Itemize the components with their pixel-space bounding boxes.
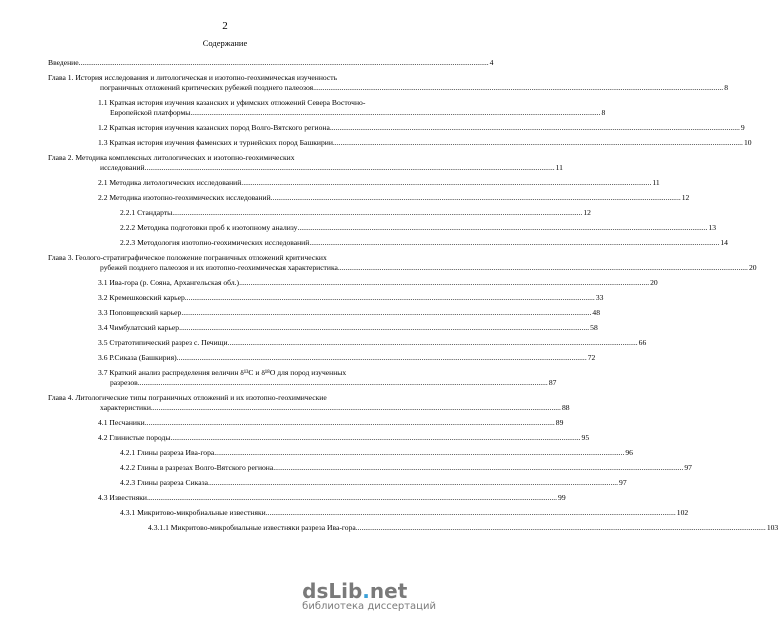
toc-entry-text: рубежей позднего палеозоя и их изотопно-геохимическая характеристика xyxy=(100,263,338,272)
toc-entry-page: 88 xyxy=(561,403,570,412)
watermark xyxy=(302,579,436,612)
dot-leader xyxy=(145,418,555,428)
toc-entry xyxy=(48,278,658,288)
toc-entry-text: 4.2 Глинистые породы xyxy=(98,433,171,442)
toc-entry xyxy=(48,178,660,188)
dot-leader xyxy=(145,163,555,173)
dot-leader xyxy=(177,353,587,363)
toc-entry xyxy=(48,418,564,428)
toc-entry-text: Введение xyxy=(48,58,79,67)
toc-entry-text: 1.2 Краткая история изучения казанских пород Волго-Вятского региона xyxy=(98,123,330,132)
toc-entry-page: 13 xyxy=(708,223,717,232)
toc-entry xyxy=(48,123,745,133)
dot-leader xyxy=(241,178,651,188)
toc-entry-page: 33 xyxy=(595,293,604,302)
dot-leader xyxy=(181,308,591,318)
toc-entry-text: 3.5 Стратотипический разрез с. Печищи xyxy=(98,338,228,347)
dot-leader xyxy=(172,208,582,218)
dot-leader xyxy=(228,338,638,348)
toc-entry-page: 103 xyxy=(766,523,778,532)
dot-leader xyxy=(214,448,624,458)
dot-leader xyxy=(208,478,618,488)
toc-entry xyxy=(48,98,606,118)
toc-entry-text: 4.3.1.1 Микритово-микробиальные известняки разреза Ива-гора xyxy=(148,523,356,532)
toc-entry-page: 97 xyxy=(684,463,692,472)
dot-leader xyxy=(79,58,489,68)
toc-entry-text: 3.1 Ива-гора (р. Сояна, Архангельская обл.) xyxy=(98,278,240,287)
toc-entry-page: 10 xyxy=(743,138,752,147)
toc-entry xyxy=(48,253,757,273)
dot-leader xyxy=(151,403,561,413)
toc-entry xyxy=(48,368,557,388)
watermark-logo xyxy=(302,579,436,603)
toc-entry xyxy=(48,58,494,68)
toc-entry xyxy=(48,508,689,518)
toc-entry-text: 3.7 Краткий анализ распределения величин δ¹³С и δ¹⁸О для пород изученных xyxy=(98,368,347,377)
toc-entry-page: 95 xyxy=(581,433,590,442)
toc-entry-page: 12 xyxy=(681,193,690,202)
toc-entry-page: 11 xyxy=(652,178,660,187)
watermark-logo-tld: net xyxy=(369,579,408,603)
toc-entry xyxy=(48,478,627,488)
dot-leader xyxy=(338,263,748,273)
dot-leader xyxy=(147,493,557,503)
toc-entry-text: 2.1 Методика литологических исследований xyxy=(98,178,242,187)
dot-leader xyxy=(356,523,766,533)
toc-entry xyxy=(48,493,566,503)
toc-entry xyxy=(48,193,690,203)
dot-leader xyxy=(190,108,600,118)
toc-entry-text: пограничных отложений критических рубежей позднего палеозоя xyxy=(100,83,314,92)
toc-entry-page: 97 xyxy=(619,478,627,487)
toc-entry xyxy=(48,353,596,363)
toc-entry xyxy=(48,138,752,148)
toc-entry-text: 2.2.3 Методология изотопно-геохимических исследований xyxy=(120,238,310,247)
toc-entry xyxy=(48,293,604,303)
toc-entry-text: характеристики xyxy=(100,403,151,412)
toc-entry-page: 58 xyxy=(590,323,598,332)
toc-entry xyxy=(48,433,590,443)
toc-entry-text: 2.2.1 Стандарты xyxy=(120,208,173,217)
toc-entry xyxy=(48,523,778,533)
toc-entry-page: 12 xyxy=(583,208,591,217)
toc-entry-page: 8 xyxy=(601,108,606,117)
toc-entry-page: 89 xyxy=(555,418,564,427)
toc-entry-page: 20 xyxy=(748,263,757,272)
toc-entry-text: 4.1 Песчаники xyxy=(98,418,145,427)
watermark-logo-dot: . xyxy=(362,579,370,603)
toc-entry-page: 4 xyxy=(489,58,494,67)
toc-entry xyxy=(48,323,598,333)
dot-leader xyxy=(333,138,743,148)
toc-entry xyxy=(48,208,591,218)
dot-leader xyxy=(170,433,580,443)
toc-entry xyxy=(48,223,717,233)
dot-leader xyxy=(271,193,681,203)
toc-entry-text: 4.2.3 Глины разреза Сиказа xyxy=(120,478,208,487)
toc-entry xyxy=(48,308,600,318)
toc-entry-text: 1.3 Краткая история изучения фаменских и турнейских пород Башкирии xyxy=(98,138,333,147)
toc-entry-page: 8 xyxy=(724,83,728,92)
toc-entry-text: 3.6 Р.Сиказа (Башкирия) xyxy=(98,353,177,362)
dot-leader xyxy=(185,293,595,303)
toc-entry xyxy=(48,73,728,93)
toc-entry-page: 11 xyxy=(555,163,563,172)
dot-leader xyxy=(179,323,589,333)
toc-entry-text: 1.1 Краткая история изучения казанских и уфимских отложений Севера Восточно- xyxy=(98,98,366,107)
toc-entry-page: 72 xyxy=(587,353,596,362)
toc-entry-text: Глава 2. Методика комплексных литологических и изотопно-геохимических xyxy=(48,153,295,162)
toc-entry xyxy=(48,238,728,248)
page-number: 2 xyxy=(222,20,228,32)
toc-entry-page: 99 xyxy=(558,493,566,502)
dot-leader xyxy=(239,278,649,288)
toc-entry-text: Глава 1. История исследования и литологическая и изотопно-геохимическая изученность xyxy=(48,73,338,82)
toc-entry-text: 4.3 Известняки xyxy=(98,493,147,502)
toc-entry-text: 2.2 Методика изотопно-геохимических исследований xyxy=(98,193,271,202)
toc-entry xyxy=(48,463,692,473)
toc-entry-page: 9 xyxy=(740,123,745,132)
dot-leader xyxy=(313,83,723,93)
toc-entry-text: исследований xyxy=(100,163,145,172)
toc-entry-text: 4.3.1 Микритово-микробиальные известняки xyxy=(120,508,266,517)
toc-entry-text: 3.2 Кремешковский карьер xyxy=(98,293,185,302)
toc-entry-text: 4.2.1 Глины разреза Ива-гора xyxy=(120,448,215,457)
toc-entry-text: Глава 3. Геолого-стратиграфическое положение пограничных отложений критических xyxy=(48,253,327,262)
toc-entry xyxy=(48,338,647,348)
toc-entry-page: 96 xyxy=(625,448,633,457)
toc-entry xyxy=(48,153,563,173)
watermark-subtitle: библиотека диссертаций xyxy=(302,601,436,612)
toc-entry xyxy=(48,393,570,413)
toc-entry-page: 102 xyxy=(676,508,689,517)
toc-entry-text: разрезов xyxy=(110,378,138,387)
toc-entry-text: 2.2.2 Методика подготовки проб к изотопному анализу xyxy=(120,223,298,232)
table-of-contents xyxy=(48,58,778,538)
toc-entry xyxy=(48,448,633,458)
toc-entry-text: 3.3 Поповщевский карьер xyxy=(98,308,182,317)
toc-entry-page: 87 xyxy=(548,378,557,387)
toc-entry-text: Глава 4. Литологические типы пограничных отложений и их изотопно-геохимические xyxy=(48,393,327,402)
toc-entry-text: 4.2.2 Глины в разрезах Волго-Вятского региона xyxy=(120,463,274,472)
dot-leader xyxy=(266,508,676,518)
toc-entry-page: 20 xyxy=(650,278,658,287)
watermark-logo-main: dsLib xyxy=(302,579,363,603)
toc-entry-text: 3.4 Чимбулатский карьер xyxy=(98,323,180,332)
dot-leader xyxy=(297,223,707,233)
dot-leader xyxy=(138,378,548,388)
page-title: Содержание xyxy=(202,38,248,48)
toc-entry-page: 66 xyxy=(638,338,647,347)
toc-entry-page: 14 xyxy=(720,238,728,247)
dot-leader xyxy=(330,123,740,133)
toc-entry-text: Европейской платформы xyxy=(110,108,191,117)
dot-leader xyxy=(309,238,719,248)
dot-leader xyxy=(273,463,683,473)
toc-entry-page: 48 xyxy=(592,308,600,317)
